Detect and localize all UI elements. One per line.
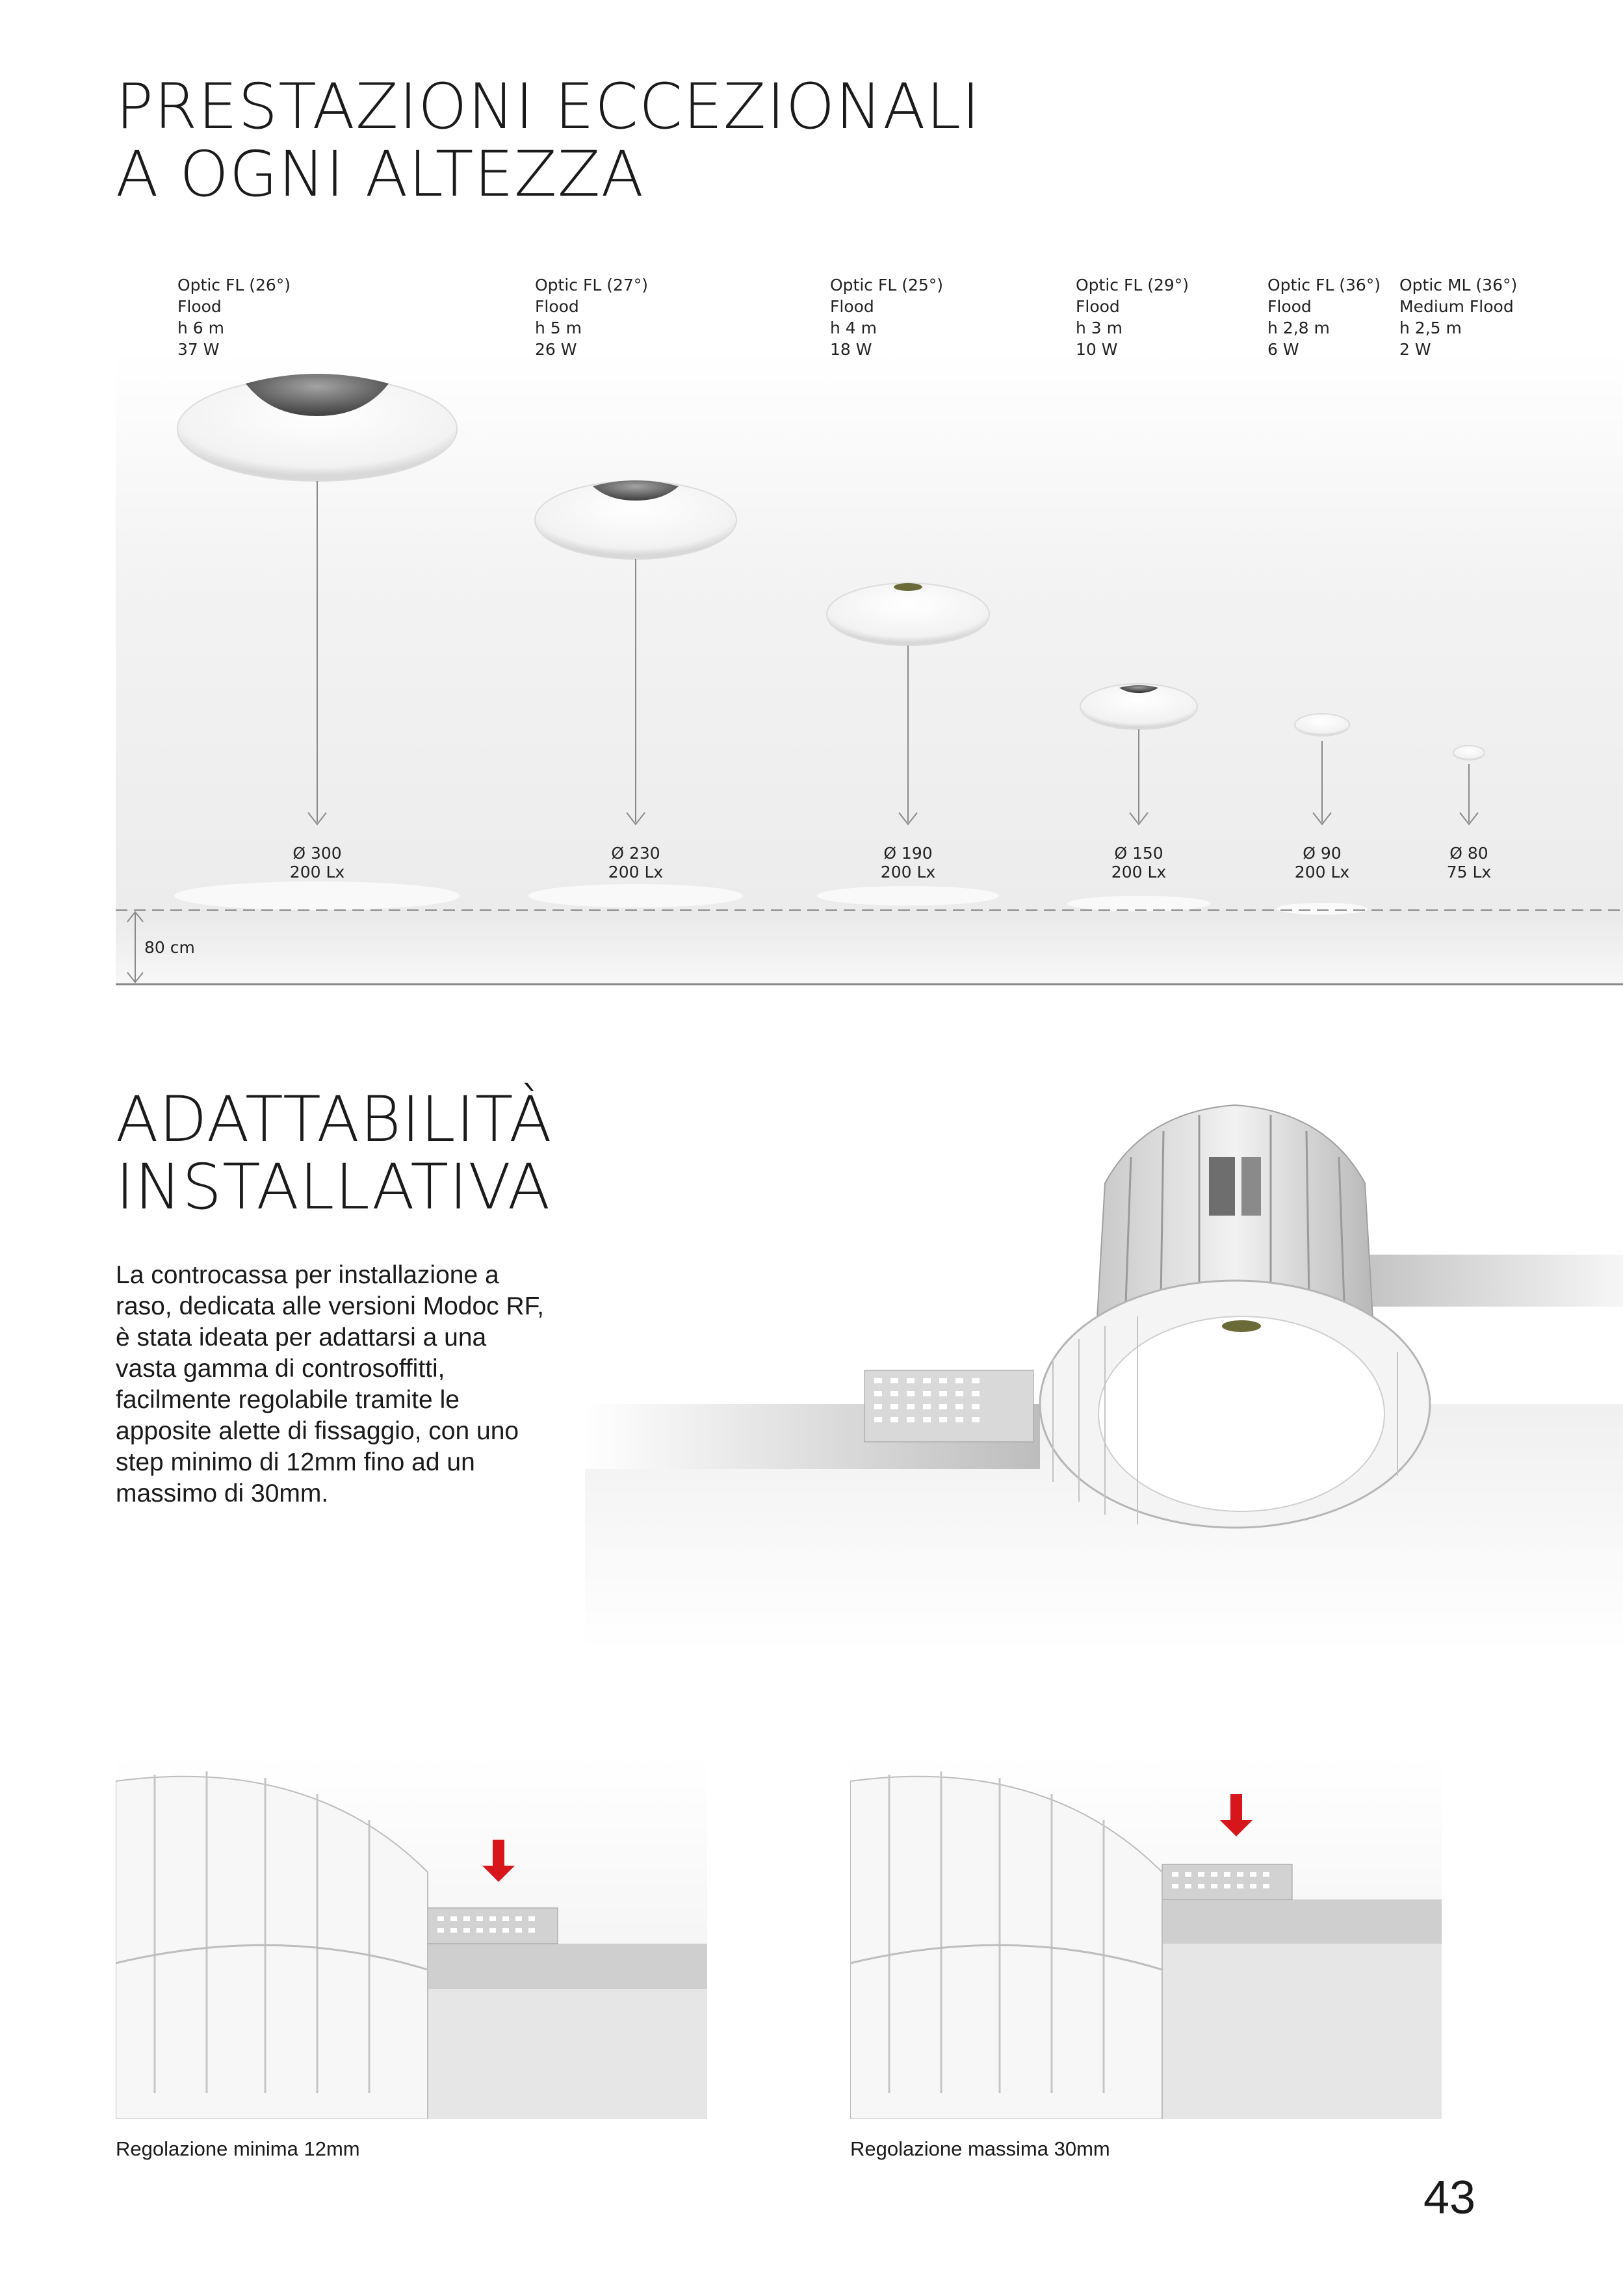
fixture-6-specs [1399, 274, 1517, 360]
detail-min-illustration [116, 1755, 707, 2119]
diameter-label: Ø 150 [1114, 844, 1163, 863]
beam-label: Flood [1267, 297, 1312, 316]
power-label: 37 W [177, 340, 220, 359]
red-arrow-down [1220, 1794, 1253, 1836]
diameter-label: Ø 300 [292, 844, 342, 863]
diameter-label: Ø 190 [883, 844, 933, 863]
height-label: h 2,8 m [1267, 319, 1330, 337]
fixture-5-measure [1244, 844, 1400, 881]
fixture-1-measure [239, 844, 395, 881]
power-label: 2 W [1399, 340, 1431, 359]
fixture-1-downlight [174, 374, 460, 910]
height-label: h 4 m [830, 319, 877, 337]
optic-label: Optic FL (36°) [1267, 276, 1381, 294]
detail-max-adjustment [850, 1755, 1442, 2119]
power-label: 18 W [830, 340, 872, 359]
lux-label: 200 Lx [880, 863, 936, 881]
beam-label: Flood [1076, 297, 1120, 316]
fixture-5-specs [1267, 274, 1381, 360]
detail-min-adjustment [116, 1755, 707, 2119]
lux-label: 200 Lx [1111, 863, 1167, 881]
detail-max-illustration [850, 1755, 1442, 2119]
product-render [585, 1079, 1623, 1651]
beam-label: Flood [830, 297, 874, 316]
height-label: h 3 m [1076, 319, 1123, 337]
plane-height-label: 80 cm [144, 938, 195, 957]
title-line-1: PRESTAZIONI ECCEZIONALI [116, 70, 981, 143]
diameter-label: Ø 80 [1449, 844, 1488, 863]
title-line-1: ADATTABILITÀ [116, 1083, 552, 1156]
caption-max-adjustment: Regolazione massima 30mm [850, 2137, 1110, 2160]
fixture-1-specs [177, 274, 291, 360]
caption-min-adjustment: Regolazione minima 12mm [116, 2137, 360, 2160]
fixture-2-measure [558, 844, 714, 881]
lux-label: 200 Lx [608, 863, 664, 881]
lux-label: 200 Lx [1294, 863, 1350, 881]
beam-label: Flood [177, 297, 222, 316]
diameter-label: Ø 90 [1303, 844, 1342, 863]
title-line-2: A OGNI ALTEZZA [116, 138, 645, 211]
fixture-4-specs [1076, 274, 1189, 360]
fixture-3-specs [830, 274, 943, 360]
optic-label: Optic FL (26°) [177, 276, 291, 294]
fixture-3-measure [830, 844, 986, 881]
fixture-5-downlight [1277, 714, 1368, 915]
optic-label: Optic ML (36°) [1399, 276, 1518, 294]
power-label: 26 W [535, 340, 577, 359]
fixture-6-measure [1391, 844, 1547, 881]
height-label: h 5 m [535, 319, 582, 337]
height-label: h 2,5 m [1399, 319, 1462, 337]
page-number: 43 [1423, 2172, 1476, 2224]
beam-label: Medium Flood [1399, 297, 1514, 316]
optic-label: Optic FL (29°) [1076, 276, 1189, 294]
title-line-2: INSTALLATIVA [116, 1151, 551, 1223]
fixture-4-measure [1061, 844, 1217, 881]
lux-label: 200 Lx [289, 863, 345, 881]
beam-label: Flood [535, 297, 579, 316]
fixture-2-specs [535, 274, 648, 360]
fixture-6-downlight [1453, 746, 1485, 824]
red-arrow-down [482, 1840, 515, 1882]
description-paragraph: La controcassa per installazione a raso, dedicata alle versioni Modoc RF, è stata ideata per adattarsi a una vasta gamma di controsoffitti, facilmente regolabile tramite le apposite alette di fissaggio, con uno step minimo di 12mm fino ad un massimo di 30mm. [116, 1261, 544, 1507]
power-label: 6 W [1267, 340, 1299, 359]
optic-label: Optic FL (27°) [535, 276, 649, 294]
height-label: h 6 m [177, 319, 224, 337]
optic-label: Optic FL (25°) [830, 276, 944, 294]
section-title-adaptability [116, 1083, 552, 1223]
diameter-label: Ø 230 [611, 844, 660, 863]
power-label: 10 W [1076, 340, 1118, 359]
lux-label: 75 Lx [1446, 863, 1492, 881]
